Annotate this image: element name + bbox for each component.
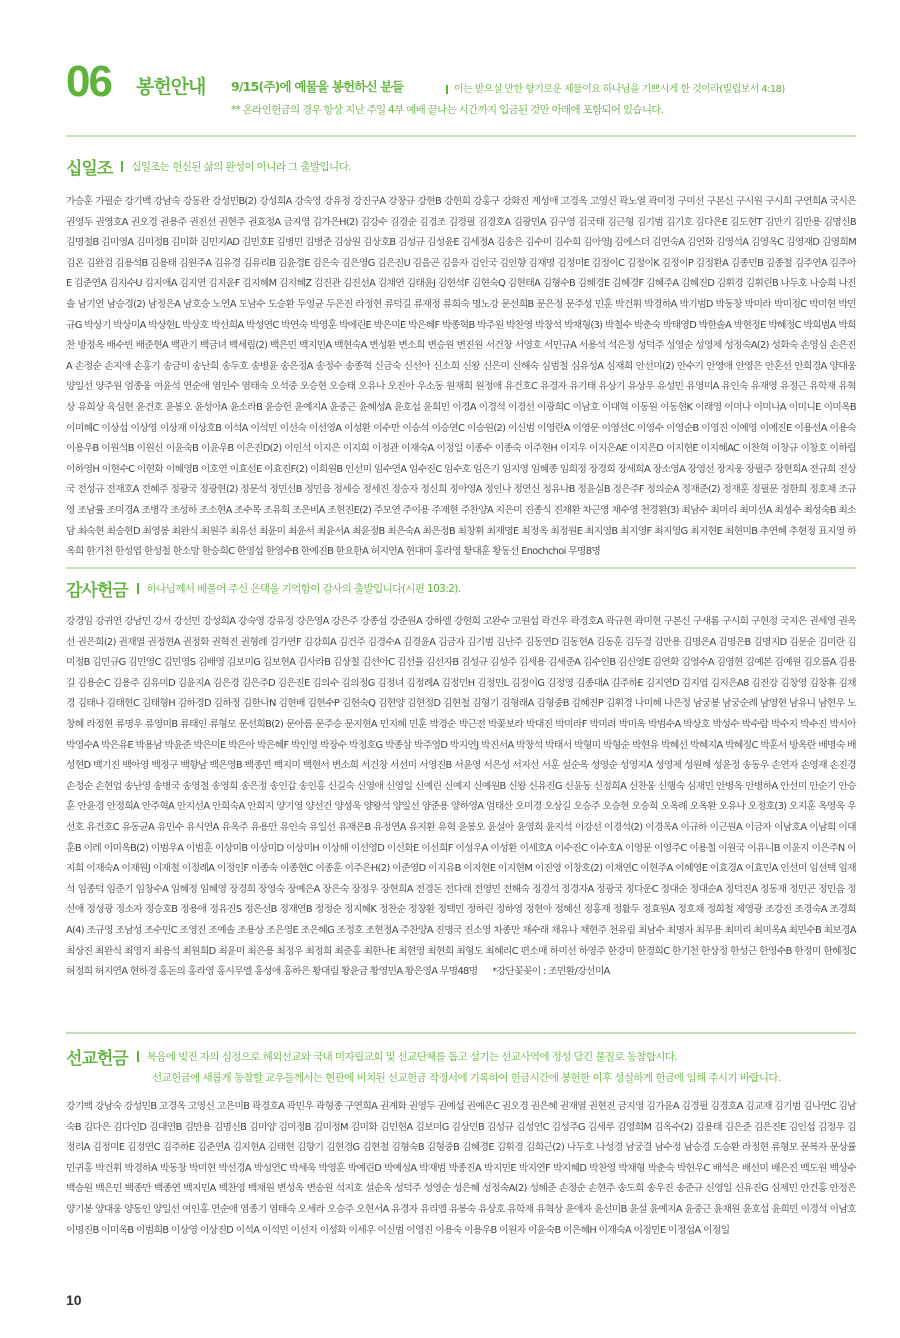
verse-text: 이는 받으실 만한 향기로운 제물이요 하나님을 기쁘시게 한 것이라(빌립보서 4:18)	[454, 84, 785, 95]
divider-rule	[66, 1032, 856, 1034]
mission-subtitle: 복음에 빚진 자의 심정으로 해외선교와 국내 미자립교회 및 선교단체를 돕고 섬기는 선교사역에 정성 담긴 물질로 동참합시다.	[146, 1051, 678, 1063]
heading-separator	[137, 583, 139, 594]
divider-rule	[66, 567, 856, 569]
online-offering-note: ** 온라인헌금의 경우 항상 지난 주일 4부 예배 끝나는 시간까지 입금된 것만 아래에 포함되어 있습니다.	[231, 104, 664, 116]
mission-title: 선교헌금	[66, 1049, 128, 1069]
verse-separator	[446, 85, 448, 94]
tithe-section	[66, 154, 856, 563]
tithe-heading	[66, 154, 856, 178]
mission-heading	[66, 1044, 856, 1068]
tithe-subtitle: 십일조는 헌신된 삶의 완성이 아니라 그 출발입니다.	[131, 161, 351, 173]
tithe-donor-list: 가승훈 가필순 강기백 강남숙 강동완 강성민B(2) 강성희A 강숙영 강유정 강진구A 강창규 강현B 강현희 강홍구 강화진 계성애 고경옥 고영신 곽노열 곽미정 구미선 구본신 구시원 구시희 구연희A 국시은 권영두 권영호A 권오경 권용주 권진선 권현주 권효정A 금지영 김가은H(2) 김강수 김경순 김경조 김경필 김경호A 김광민A 김구영 김국태 김근형 김기범 김기호 김다은E 김도현T 김만기 김만용 김명신B 김명철B 김미영A 김미정B 김미화 김민지AD 김민호E 김병민 김병준 김상원 김상호B 김성규 김성윤E 김세정A 김송은 김수미 김수희 김아영J 김에스더 김연숙A 김연화 김영석A 김영옥C 김영재D 김영희M 김온 김완검 김용석B 김용태 김원주A 김유경 김유리B 김윤경E 김은숙 김은영G 김은진U 김을곤 김응자 김인국 김인향 김재명 김정미E 김정이C 김정이K 김정이P 김정환A 김종민B 김종철 김주연A 김주아E 김준연A 김지수U 김지애A 김지연 김지윤F 김지혜M 김지혜Z 김진관 김진선A 김채연 김태윤J 김현석F 김현숙Q 김현태A 김형수B 김혜경E 김혜경F 김혜주A 김혜진D 김휘경 김휘린B 나두호 나승희 나진솔 남기연 남승경(2) 남정은A 남호승 노연A 도남수 도승환 두영균 두은진 라정현 류덕길 류재정 류희숙 명노강 문선희B 문은정 문주성 민훈 박건휘 박경하A 박기범D 박동창 박미라 박미정C 박미현 박민규G 박상기 박상미A 박상현L 박상호 박선희A 박성연C 박연숙 박영훈 박에린E 박은미E 박은혜F 박종혁B 박주원 박찬영 박창석 박채형(3) 박철수 박춘숙 박태영D 박한솔A 박현정E 박혜정C 박희범A 박희찬 방정옥 배수빈 배준현A 백관기 백금녀 백세림(2) 백은민 백지민A 백현숙A 변성환 변소희 변승원 변진원 서건창 서영호 서민규A 서용석 석은정 성덕주 성영순 성영제 성정숙A(2) 성화숙 손영심 손은진A 손정순 손지애 손홍기 송금미 송난희 송두호 송병윤 송은정A 송정수 송종혁 신금숙 신선아 신소희 신왕 신은미 신해숙 심범철 심유성A 심재희 안선미(2) 안수기 안영애 안영은 안혼선 안희경A 양대웅 양일선 양주원 엄종웅 여윤석 연순애 염인수 염태숙 오석중 오승현 오승태 오유나 오진아 우소동 원재희 원정애 유건호C 유경자 유기태 유상기 유상우 유성민 유영미A 유인숙 유재영 유정근 유학재 유혁상 유희상 육심현 윤건호 윤봉오 윤성아A 윤소라B 윤승헌 윤예지A 윤중근 윤혜성A 윤호섭 윤희민 이경A 이경석 이경선 이광희C 이남호 이대혁 이동원 이동현K 이래영 이미나 이미나A 이미니E 이미옥B 이미혜C 이상섭 이상영 이상재 이상호B 이석A 이석민 이선숙 이선영A 이성환 이수만 이승석 이승연C 이승원(2) 이신범 이영란A 이영문 이영선C 이영수 이영순B 이영진 이예영 이예진E 이용선A 이용숙 이용우B 이원석B 이원신 이윤숙B 이윤우B 이은진D(2) 이인석 이지은 이지희 이정관 이재숙A 이정일 이종수 이종숙 이주현H 이지우 이지은AE 이지은D 이지현E 이지혜AC 이찬혁 이창규 이창호 이하림 이하영H 이현수C 이현화 이혜영B 이호연 이효선E 이효진F(2) 이희원B 인선미 임수연A 임수진C 임수호 임은기 임지영 임혜종 임희정 장경희 장세희A 장소영A 장영선 장지웅 장필주 장현희A 전규희 전상국 전성규 전재호A 전혜주 정광국 정광현(2) 정문석 정민선B 정민음 정세승 정세진 정승자 정신희 정아영A 정인나 정연신 정유나B 정윤실B 정은주F 정의순A 정재준(2) 정재훈 정필문 정한희 정호채 조규영 조남률 조미경A 조병각 조성하 조소현A 조수목 조유희 조은비A 조현진E(2) 주모연 주이용 주재현 주찬양A 지은미 진종식 진채환 차근영 채수영 천경환(3) 최남수 최미리 최미선A 최성수 최성숙B 최소담 최숙현 최승현D 최영봉 최완식 최원주 최유선 최윤미 최윤서 최윤서A 최윤정B 최은숙A 최은정B 최창휘 최재명E 최정옥 최정원E 최지영B 최지영F 최지영G 최지현E 최현미B 추연혜 추현정 표지영 하옥희 한기천 한성엽 한성철 한소망 한승희C 한영섭 한영수B 한예진B 한요한A 허지연A 현대미 홍라영 황대훈 황동선 Enochchoi 무명8명	[66, 196, 856, 558]
page-number: 10	[66, 1292, 82, 1308]
section-title: 봉헌안내	[136, 76, 206, 98]
mission-section	[66, 1044, 856, 1241]
thanks-subtitle: 하나님께서 베풀어 주신 은택을 기억함이 감사의 출발입니다(시편 103:2).	[146, 583, 461, 595]
heading-separator	[137, 1051, 139, 1062]
header-verse	[446, 80, 785, 95]
thanks-heading	[66, 576, 856, 600]
thanks-title: 감사헌금	[66, 581, 128, 601]
thanks-donor-list	[66, 612, 856, 983]
mission-donor-list: 강기백 강남숙 강성민B 고경옥 고영신 고은미B 곽경호A 곽민우 곽형종 구연희A 권계화 권영두 권예섭 권예은C 권오경 권은혜 권재열 권현진 금지영 김가윤A 김경필 김경호A 김교재 김기범 김나연C 김남숙B 김다은 김다인D 김대연B 김만용 김명신B 김미양 김미정B 김미정M 김미화 김민현A 김보미G 김상민B 김성규 김성연C 김성주G 김세루 김영희M 김옥수(2) 김용태 김은준 김은진E 김인섭 김정우 김정리A 김정미E 김정연C 김주하E 김준연A 김지현A 김태현 김향기 김현경G 김현철 김형숙B 김형중B 김혜경E 김휘경 김희근(2) 나두호 나성경 남궁결 남수정 남승경 도승환 라정현 류형모 문복자 문상률 민귀홍 박건휘 박경하A 박동창 박미현 박선경A 박성연C 박세욱 박영훈 박예린D 박예성A 박재범 박종진A 박지민E 박지연F 박지혜D 박찬영 박채형 박춘숙 박현우C 배석은 배선미 배은진 백도원 백상수 백승원 백은민 백종만 백종연 백지민A 백찬영 백채원 변성옥 변승원 석지호 설순옥 성덕주 성영순 성은혜 성정숙A(2) 성혜준 손정순 손현주 송도희 송우진 송준규 신영일 신유진G 심제민 안건홍 안정은 양기봉 양대웅 양동인 양일선 여인홍 연순애 염종기 염태숙 오세라 오승주 오현서A 유경자 유리엘 유봉숙 유상호 유학재 유혁상 윤애자 윤선미B 윤설 윤예지A 윤중근 윤채원 윤호섭 윤희민 이경석 이남호 이명진B 이미옥B 이범희B 이상영 이상진D 이석A 이석민 이선저 이성화 이세우 이신범 이영진 이용숙 이용우B 이원자 이윤숙B 이은혜H 이재숙A 이정민E 이정섭A 이정일	[66, 1101, 856, 1236]
tithe-title: 십일조	[66, 159, 113, 179]
mission-subtitle-2: 선교헌금에 새롭게 동참할 교우들께서는 현관에 비치된 선교헌금 작정서에 기록하여 헌금시간에 봉헌한 이후 성실하게 헌금에 임해 주시기 바랍니다.	[152, 1072, 781, 1084]
heading-separator	[121, 161, 123, 172]
section-number: 06	[66, 57, 111, 106]
section-header	[66, 57, 856, 126]
altar-flower-credit: *강단꽃꽂이 : 조민환/강선미A	[492, 966, 610, 978]
thanks-names: 강경임 강귀연 강남민 강서 강선민 강성희A 강숙영 강유정 강은영A 강은주 강종섭 강준원A 강하엘 강현희 고완수 고원섭 곽건우 곽경호A 곽규현 곽미현 구본신 구새롬 구시희 구현정 국지은 권세영 권옥선 권은희(2) 권재열 권정현A 권정화 권혁진 권형례 김가연F 김강희A 김건주 김경수A 김경윤A 김금자 김기범 김난주 김동연D 김동현A 김동훈 김두경 김만용 김명은A 김명은B 김명지D 김문순 김미란 김미정B 김민규G 김민영C 김민영S 김배영 김보미G 김보현A 김사라B 김상철 김선아C 김선율 김선자B 김성규 김성주 김세용 김세준A 김수인B 김신영E 김연화 김영수A 김영현 김예본 김예원 김오름A 김용길 김용순C 김용주 김유미D 김윤지A 김은경 김은주D 김은진E 김의수 김의정G 김정녀 김정례A 김정민H 김정민L 김정이G 김정영 김종대A 김주하E 김지연D 김지엽 김지은A8 김진강 김창영 김창휴 김채경 김태나 김태현C 김태형H 김하경D 김하정 김한나N 김현배 김현수P 김현숙Q 김현양 김현정D 김현철 김형기 김형래A 김형중B 김혜진P 김휘경 나미혜 나은정 남궁봉 남궁순례 남영현 남유니 남현우 노창혜 라정현 류명우 류영미B 류태인 류형모 문선희B(2) 문아름 문주승 문지현A 민지혜 민훈 박경순 박근전 박꽃보라 박대진 박미라F 박미려 박미옥 박범수A 박상호 박성수 박수람 박수지 박수진 박시아 박영수A 박은유E 박용남 박윤준 박은미E 박은아 박은혜F 박인영 박장수 박정호G 박종삼 박주영D 박지연J 박진서A 박창석 박태서 박형미 박형순 박현유 박혜선 박혜지A 박혜정C 박훈서 방옥란 배명숙 배성현D 백기진 백아영 백정구 백향남 백은영B 백종민 백지미 백현서 변소희 서건창 서선미 서영진B 서윤영 서은성 서지선 서훈 설순옥 성영순 성영지A 성영제 성원혜 성윤정 송동우 손연자 손영재 손진경 손정순 손현업 송난영 송병국 송영철 송영희 송은정 송인갑 송인홍 신길숙 신영애 신영일 신예린 신예지 신예원B 신왕 신유진G 신윤동 신정희A 신찬웅 신행숙 심재민 안병옥 안병하A 안선미 안순기 안승훈 안윤경 안정희A 안주혁A 안지선A 안희숙A 안희지 양기영 양선건 양성욱 양왕석 양일선 양준용 양하영A 엄태산 오미경 오상길 오승주 오승현 오승희 오옥례 오옥환 오유나 오정호(3) 오지훈 옥영욱 우선호 유건호C 유동균A 유민수 유시연A 유옥주 유용만 유인숙 유일선 유재은B 유정연A 유지환 유혁 윤봉오 윤설아 윤영희 윤지석 이강선 이경석(2) 이경옥A 이규하 이근원A 이금자 이남호A 이남희 이대훈B 이레 이미옥B(2) 이범우A 이범훈 이상미B 이상미D 이상미H 이상해 이선영D 이선화E 이선희F 이성우A 이성환 이세호A 이수진C 이수호A 이영문 이영주C 이용철 이원국 이유니B 이윤지 이은주N 이지희 이재숙A 이재원J 이재철 이정례A 이정인F 이종숙 이종현C 이종훈 이주은H(2) 이준영D 이지유B 이지현E 이지현M 이진영 이창호(2) 이채연C 이현주A 이혜영E 이효경A 이효민A 인선미 임선택 임재석 임종덕 임준기 임창수A 임혜정 임혜영 장경희 장영숙 장예은A 장은숙 장정우 장현희A 전경돈 전다래 전영민 전해숙 정경석 정경자A 정광국 정다운C 정대순 정대순A 정덕진A 정동재 정민곤 정민음 정선애 정성광 정소자 정승호B 정용애 정유진S 정은선B 정재연B 정정순 정지혜K 정찬순 정창환 정택민 정하린 정하영 정현아 정혜선 정홍재 정활두 정효원A 정호채 정희철 제영광 조강진 조경숙A 조경희A(4) 조규영 조남성 조수민C 조영진 조예솔 조용상 조은영E 조은혜G 조정호 조현정A 주찬양A 진명국 진소영 차종만 채수래 채유나 채현주 천유림 최남수 최명자 최무용 최미리 최미옥A 최민수B 최보경A 최상진 최완식 최영지 최용석 최원희D 최윤미 최은용 최정우 최정희 최준홍 최한나E 최현영 최현희 최형도 최혜리C 편소매 하미선 하영주 한강미 한경희C 한기천 한상정 한성근 한영수B 한정미 한혜정C 허정희 허지연A 현하경 홍돈의 홍라영 홍시무엘 홍성애 홍하은 황대림 황윤금 황영민A 황은영A 무명48명	[66, 616, 856, 978]
thanks-section	[66, 576, 856, 983]
offering-date-line: 9/15(주)에 예물을 봉헌하신 분들	[231, 79, 403, 94]
divider-rule	[66, 135, 856, 137]
